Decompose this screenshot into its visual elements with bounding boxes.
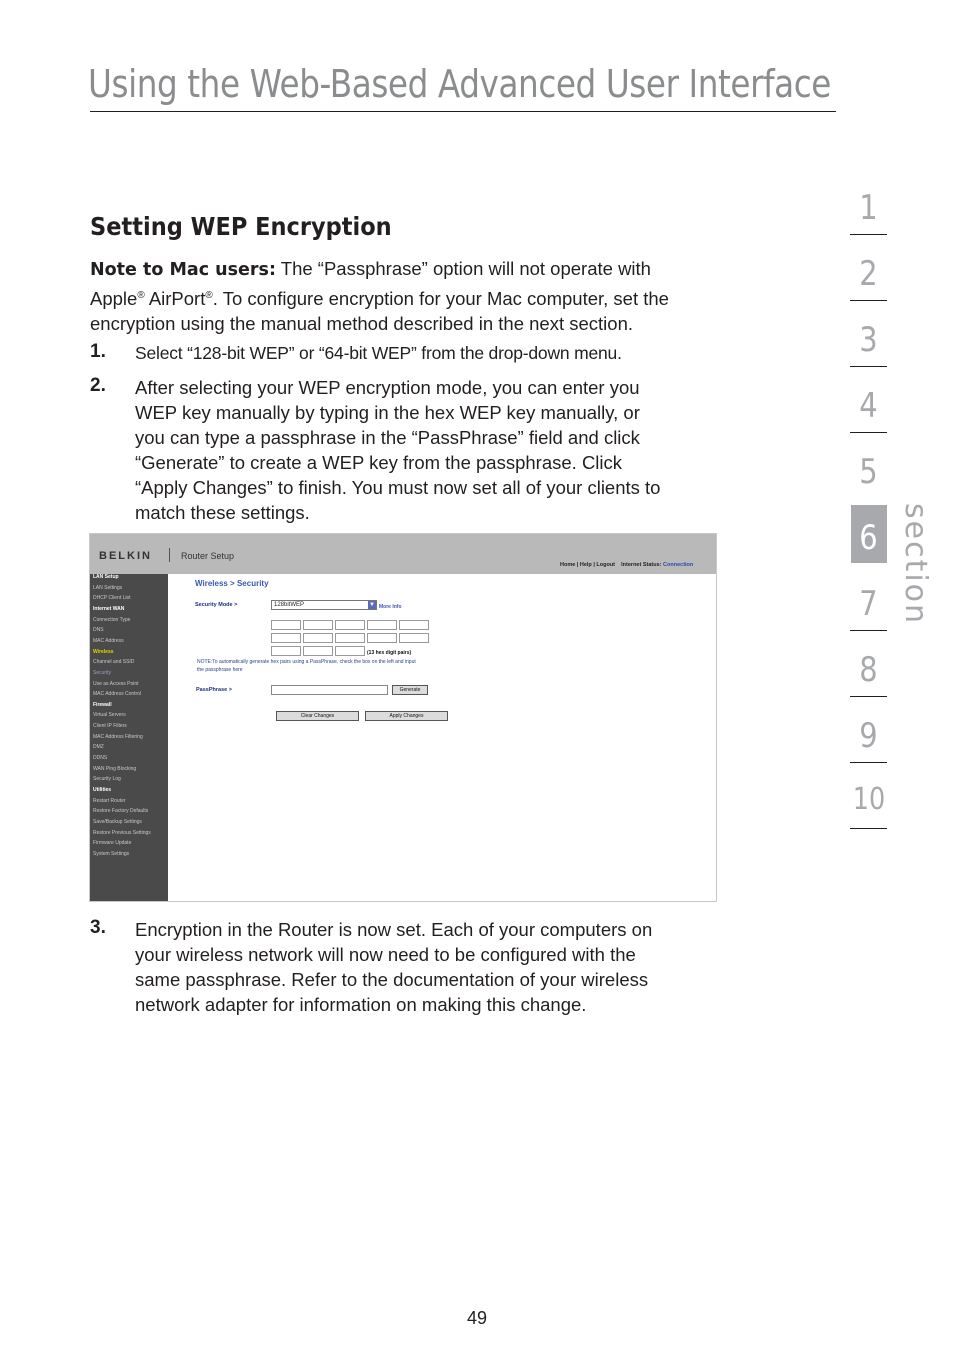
step-3-line: network adapter for information on making this change. [135, 994, 587, 1015]
section-tab-divider [850, 828, 887, 829]
internet-status-label: Internet Status: [621, 562, 662, 568]
note-label: Note to Mac users: [90, 260, 276, 280]
section-tab-divider [850, 432, 887, 433]
sidebar-item[interactable]: Client IP Filters [93, 723, 127, 730]
step-number: 1. [90, 341, 106, 362]
hex-key-field[interactable] [335, 646, 365, 656]
hex-key-field[interactable] [271, 633, 301, 643]
generate-button[interactable]: Generate [392, 685, 428, 695]
sidebar-item[interactable]: LAN Settings [93, 584, 123, 591]
sidebar-item[interactable]: DDNS [93, 755, 108, 762]
sidebar-item[interactable]: Restore Previous Settings [93, 829, 151, 836]
sidebar-item[interactable]: Use as Access Point [93, 680, 139, 687]
hex-key-field[interactable] [271, 646, 301, 656]
step-2-line: you can type a passphrase in the “PassPhrase” field and click [135, 427, 640, 448]
sidebar-item: Utilities [93, 787, 112, 793]
hex-key-field[interactable] [367, 633, 397, 643]
section-word: section [898, 503, 933, 626]
section-tab-1: 1 [859, 188, 878, 228]
step-number: 3. [90, 917, 106, 938]
sidebar-item[interactable]: System Settings [93, 850, 130, 857]
section-tab-divider [850, 300, 887, 301]
sidebar-item[interactable]: MAC Address [93, 637, 124, 644]
router-setup-screenshot [89, 533, 717, 902]
note-text-2a: Apple [90, 288, 138, 310]
section-tab-2: 2 [859, 254, 878, 294]
sidebar-item[interactable]: Connection Type [93, 616, 131, 623]
section-tab-8: 8 [859, 650, 878, 690]
step-2-text [135, 375, 660, 525]
sidebar-item: Firewall [93, 701, 112, 708]
section-tab-5: 5 [859, 452, 878, 492]
chevron-down-icon[interactable]: ▼ [369, 602, 375, 608]
sidebar-item[interactable]: Wireless [93, 648, 114, 655]
sidebar-item[interactable]: Security [93, 669, 112, 676]
page-header-title: Using the Web-Based Advanced User Interface [88, 62, 831, 106]
sidebar-item[interactable]: Restore Factory Defaults [93, 808, 149, 815]
sidebar-item[interactable]: Virtual Servers [93, 712, 126, 719]
header-separator [169, 548, 170, 562]
mac-note-paragraph [90, 256, 810, 336]
hex-key-field[interactable] [335, 633, 365, 643]
hex-key-field[interactable] [399, 633, 429, 643]
sidebar-item[interactable]: MAC Address Filtering [93, 733, 143, 740]
step-2-line: WEP key manually by typing in the hex WEP key manually, or [135, 402, 640, 423]
note-text-1: The “Passphrase” option will not operate with [275, 258, 651, 279]
hex-key-field[interactable] [367, 620, 397, 630]
belkin-logo: BELKIN [99, 550, 152, 562]
step-number: 2. [90, 375, 106, 396]
sidebar-item[interactable]: DHCP Client List [93, 595, 131, 602]
sidebar-item: Internet WAN [93, 605, 125, 612]
section-tab-divider [850, 696, 887, 697]
registered-mark: ® [205, 290, 213, 301]
passphrase-input[interactable] [271, 685, 388, 695]
sidebar-item[interactable]: DMZ [93, 744, 104, 751]
hex-key-field[interactable] [399, 620, 429, 630]
step-2-line: “Generate” to create a WEP key from the passphrase. Click [135, 452, 623, 473]
section-tab-3: 3 [859, 320, 878, 360]
sidebar-item[interactable]: Restart Router [93, 797, 126, 804]
section-tab-divider [850, 630, 887, 631]
header-divider [90, 111, 836, 112]
step-2-line: “Apply Changes” to finish. You must now set all of your clients to [135, 477, 661, 498]
section-tab-divider [850, 366, 887, 367]
sidebar-item[interactable]: WAN Ping Blocking [93, 765, 137, 772]
section-tab-9: 9 [859, 716, 878, 756]
step-1-text: Select “128-bit WEP” or “64-bit WEP” from the drop-down menu. [135, 343, 622, 363]
step-3-line: Encryption in the Router is now set. Each of your computers on [135, 919, 653, 940]
page-number: 49 [466, 1308, 488, 1328]
note-text-3: encryption using the manual method described in the next section. [90, 313, 633, 335]
router-setup-title: Router Setup [181, 551, 235, 561]
note-text-2c: . To configure encryption for your Mac computer, set the [212, 288, 669, 310]
clear-changes-button[interactable]: Clear Changes [276, 711, 359, 721]
sidebar-item: LAN Setup [93, 574, 119, 580]
step-3-line: same passphrase. Refer to the documentation of your wireless [135, 969, 649, 990]
section-tab-4: 4 [859, 386, 878, 426]
hex-key-field[interactable] [303, 633, 333, 643]
security-mode-label: Security Mode > [195, 602, 238, 608]
internet-status-value: Connection [663, 562, 694, 568]
section-tab-6: 6 [859, 518, 878, 558]
sidebar-item[interactable]: Security Log [93, 776, 121, 783]
sidebar-item[interactable]: MAC Address Control [93, 691, 142, 698]
registered-mark: ® [137, 290, 145, 301]
passphrase-label: PassPhrase > [196, 687, 232, 693]
hex-key-field[interactable] [303, 646, 333, 656]
section-tab-divider [850, 234, 887, 235]
router-header-bar [90, 534, 717, 574]
more-info-link[interactable]: More Info [379, 604, 402, 610]
router-top-links [560, 562, 693, 568]
step-3-text [135, 917, 652, 1017]
sidebar-item[interactable]: DNS [93, 627, 104, 634]
step-2-line: After selecting your WEP encryption mode, you can enter you [135, 377, 640, 398]
step-3-line: your wireless network will now need to be configured with the [135, 944, 636, 965]
note-text-2b: AirPort [144, 288, 206, 310]
sidebar-item[interactable]: Channel and SSID [93, 659, 135, 666]
router-sidebar [90, 574, 168, 902]
section-tab-divider [850, 762, 887, 763]
hex-key-field[interactable] [335, 620, 365, 630]
section-tab-10: 10 [852, 782, 886, 817]
passphrase-note-2: the passphrase here [197, 667, 243, 673]
section-heading: Setting WEP Encryption [90, 212, 392, 241]
hex-key-field[interactable] [271, 620, 301, 630]
top-links[interactable]: Home | Help | Logout [560, 562, 616, 568]
security-mode-value: 128bitWEP [274, 602, 305, 608]
sidebar-item[interactable]: Firmware Update [93, 840, 132, 847]
apply-changes-button[interactable]: Apply Changes [365, 711, 448, 721]
passphrase-note-1: NOTE:To automatically generate hex pairs using a PassPhrase, check the box on the left and input [197, 659, 416, 665]
hex-pairs-note: (13 hex digit pairs) [367, 650, 412, 656]
sidebar-item[interactable]: Save/Backup Settings [93, 818, 142, 825]
security-mode-select[interactable] [271, 600, 377, 610]
router-breadcrumb: Wireless > Security [195, 579, 269, 588]
step-2-line: match these settings. [135, 502, 310, 523]
section-tab-7: 7 [859, 584, 878, 624]
hex-key-field[interactable] [303, 620, 333, 630]
